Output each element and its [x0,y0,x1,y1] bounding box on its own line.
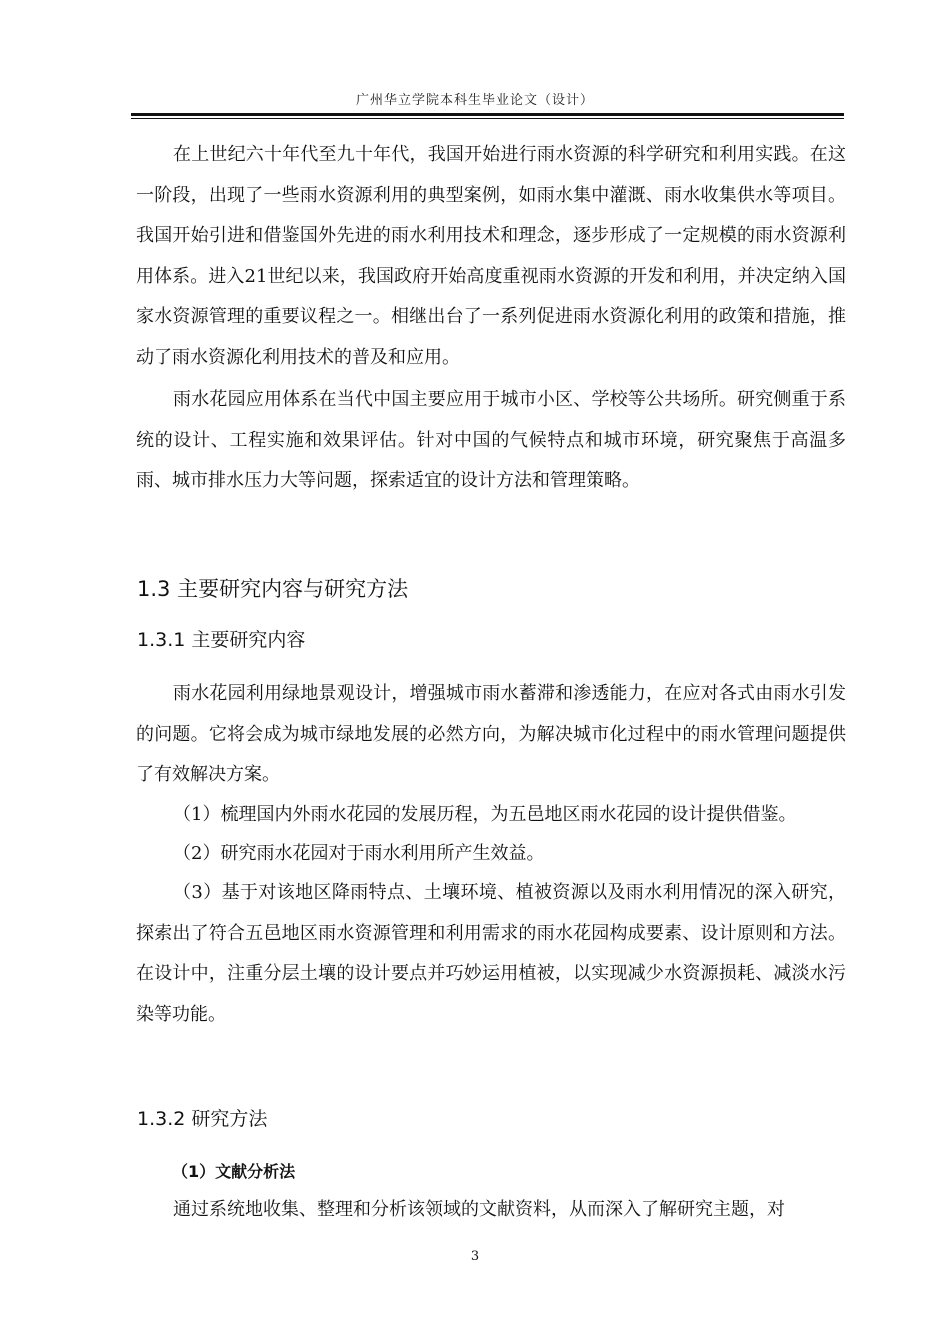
method-heading-literature: （1）文献分析法 [172,1162,296,1181]
paragraph-rain-garden-china: 雨水花园应用体系在当代中国主要应用于城市小区、学校等公共场所。研究侧重于系统的设计、工程实施和效果评估。针对中国的气候特点和城市环境，研究聚焦于高温多雨、城市排水压力大等问题，探索适宜的设计方法和管理策略。 [136,389,846,491]
paragraph-literature-method: 通过系统地收集、整理和分析该领域的文献资料，从而深入了解研究主题，对 [173,1199,785,1220]
section-heading-1-3-1: 1.3.1 主要研究内容 [137,629,306,651]
header-rule-thin [131,118,844,119]
header-rule [131,113,844,116]
list-item: （1）梳理国内外雨水花园的发展历程，为五邑地区雨水花园的设计提供借鉴。 [173,804,797,825]
header-title: 广州华立学院本科生毕业论文（设计） [355,93,594,108]
section-heading-1-3: 1.3 主要研究内容与研究方法 [137,577,409,601]
paragraph-research-content: 雨水花园利用绿地景观设计，增强城市雨水蓄滞和渗透能力，在应对各式由雨水引发的问题。它将会成为城市绿地发展的必然方向，为解决城市化过程中的雨水管理问题提供了有效解决方案。 [136,683,846,785]
list-item: （2）研究雨水花园对于雨水利用所产生效益。 [173,843,545,864]
list-item: （3）基于对该地区降雨特点、土壤环境、植被资源以及雨水利用情况的深入研究，探索出了符合五邑地区雨水资源管理和利用需求的雨水花园构成要素、设计原则和方法。在设计中，注重分层土壤的设计要点并巧妙运用植被，以实现减少水资源损耗、减淡水污染等功能。 [136,882,846,1025]
section-heading-1-3-2: 1.3.2 研究方法 [137,1108,268,1130]
paragraph-history: 在上世纪六十年代至九十年代，我国开始进行雨水资源的科学研究和利用实践。在这一阶段，出现了一些雨水资源利用的典型案例，如雨水集中灌溉、雨水收集供水等项目。我国开始引进和借鉴国外先进的雨水利用技术和理念，逐步形成了一定规模的雨水资源利用体系。进入21世纪以来，我国政府开始高度重视雨水资源的开发和利用，并决定纳入国家水资源管理的重要议程之一。相继出台了一系列促进雨水资源化利用的政策和措施，推动了雨水资源化利用技术的普及和应用。 [136,144,846,368]
page-number: 3 [470,1249,480,1264]
